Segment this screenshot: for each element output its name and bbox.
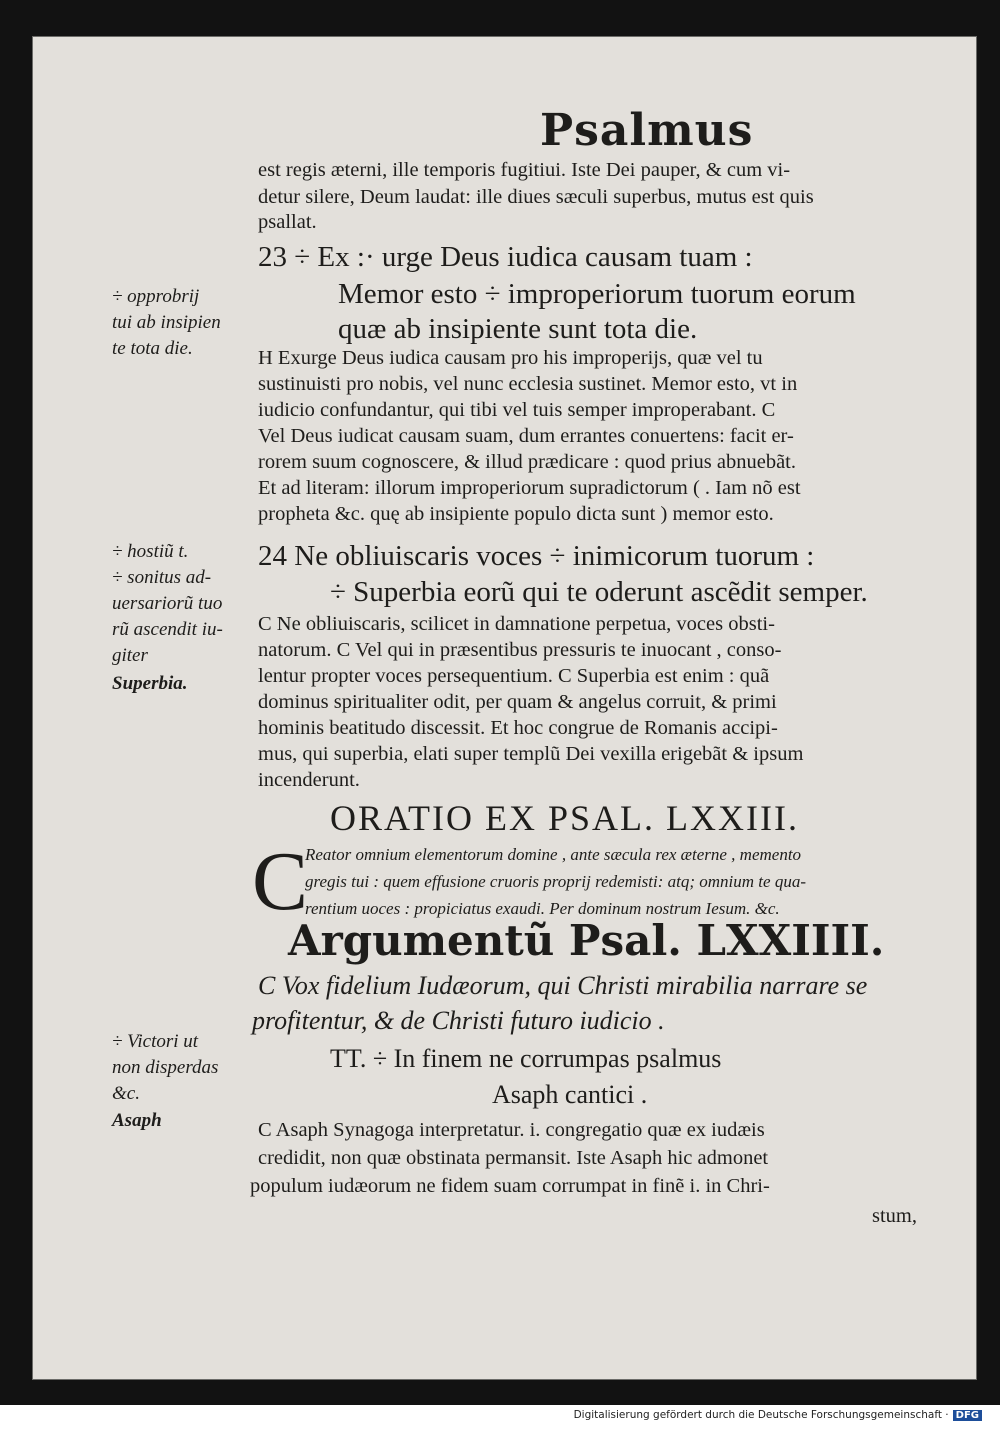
verse-line: quæ ab insipiente sunt tota die. — [338, 313, 698, 345]
verse-23-line: 23 ÷ Ex :· urge Deus iudica causam tuam : — [258, 241, 753, 273]
margin-note: ÷ Victori ut — [112, 1031, 199, 1052]
running-head: Psalmus — [540, 105, 754, 156]
margin-note: &c. — [112, 1083, 140, 1104]
oratio-heading: ORATIO EX PSAL. LXXIII. — [330, 798, 799, 838]
body-line: C Asaph Synagoga interpretatur. i. congregatio quæ ex iudæis — [258, 1119, 765, 1141]
body-line: psallat. — [258, 211, 317, 233]
drop-cap: C — [252, 835, 309, 928]
body-line: iudicio confundantur, qui tibi vel tuis semper improperabant. C — [258, 399, 776, 421]
argumentum-line: C Vox fidelium Iudæorum, qui Christi mirabilia narrare se — [258, 971, 868, 1000]
body-line: credidit, non quæ obstinata permansit. Iste Asaph hic admonet — [258, 1147, 769, 1169]
margin-note: Asaph — [112, 1110, 162, 1131]
footer-credit: Digitalisierung gefördert durch die Deutsche Forschungsgemeinschaft · DFG — [574, 1409, 982, 1421]
body-line: Vel Deus iudicat causam suam, dum errantes conuertens: facit er- — [258, 425, 794, 447]
verse-line: Memor esto ÷ improperiorum tuorum eorum — [338, 278, 856, 310]
body-line: incenderunt. — [258, 769, 360, 791]
body-line: lentur propter voces persequentium. C Superbia est enim : quã — [258, 665, 770, 687]
catchword: stum, — [872, 1205, 917, 1227]
body-line: est regis æterni, ille temporis fugitiui. Iste Dei pauper, & cum vi- — [258, 159, 791, 181]
body-line: dominus spiritualiter odit, per quam & angelus corruit, & primi — [258, 691, 777, 713]
margin-note: ÷ sonitus ad- — [112, 567, 212, 588]
argumentum-heading: Argumentũ Psal. LXXIIII. — [288, 916, 885, 965]
oratio-line: Reator omnium elementorum domine , ante sæcula rex æterne , memento — [305, 845, 802, 864]
body-line: H Exurge Deus iudica causam pro his improperijs, quæ vel tu — [258, 347, 763, 369]
margin-note: ÷ hostiũ t. — [112, 541, 189, 562]
margin-note: ÷ opprobrij — [112, 286, 200, 307]
body-line: detur silere, Deum laudat: ille diues sæculi superbus, mutus est quis — [258, 186, 814, 208]
argumentum-line: profitentur, & de Christi futuro iudicio . — [252, 1006, 665, 1035]
body-line: sustinuisti pro nobis, vel nunc ecclesia sustinet. Memor esto, vt in — [258, 373, 798, 395]
margin-note: non disperdas — [112, 1057, 219, 1078]
margin-note: uersariorũ tuo — [112, 593, 223, 614]
margin-note: te tota die. — [112, 338, 193, 359]
body-line: mus, qui superbia, elati super templũ Dei vexilla erigebãt & ipsum — [258, 743, 804, 765]
verse-line: ÷ Superbia eorũ qui te oderunt ascẽdit semper. — [330, 576, 868, 608]
oratio-line: gregis tui : quem effusione cruoris proprij redemisti: atq; omnium te qua- — [305, 872, 806, 891]
title-line: Asaph cantici . — [492, 1080, 648, 1109]
body-line: propheta &c. quę ab insipiente populo dicta sunt ) memor esto. — [258, 503, 774, 525]
body-line: natorum. C Vel qui in præsentibus pressuris te inuocant , conso- — [258, 639, 782, 661]
body-line: rorem suum cognoscere, & illud prædicare : quod prius abnuebãt. — [258, 451, 796, 473]
title-line: TT. ÷ In finem ne corrumpas psalmus — [330, 1044, 722, 1073]
margin-note: giter — [112, 645, 148, 666]
body-line: hominis beatitudo discessit. Et hoc congrue de Romanis accipi- — [258, 717, 778, 739]
footer-credit-text: Digitalisierung gefördert durch die Deutsche Forschungsgemeinschaft — [573, 1409, 942, 1421]
dfg-logo-icon: DFG — [953, 1410, 982, 1421]
body-line: C Ne obliuiscaris, scilicet in damnatione perpetua, voces obsti- — [258, 613, 775, 635]
oratio-line: rentium uoces : propiciatus exaudi. Per dominum nostrum Iesum. &c. — [305, 899, 780, 918]
verse-24-line: 24 Ne obliuiscaris voces ÷ inimicorum tuorum : — [258, 540, 815, 572]
margin-note: Superbia. — [112, 673, 188, 694]
body-line: Et ad literam: illorum improperiorum supradictorum ( . Iam nõ est — [258, 477, 801, 499]
body-line: populum iudæorum ne fidem suam corrumpat in finẽ i. in Chri- — [250, 1175, 770, 1197]
margin-note: tui ab insipien — [112, 312, 221, 333]
margin-note: rũ ascendit iu- — [112, 619, 223, 640]
